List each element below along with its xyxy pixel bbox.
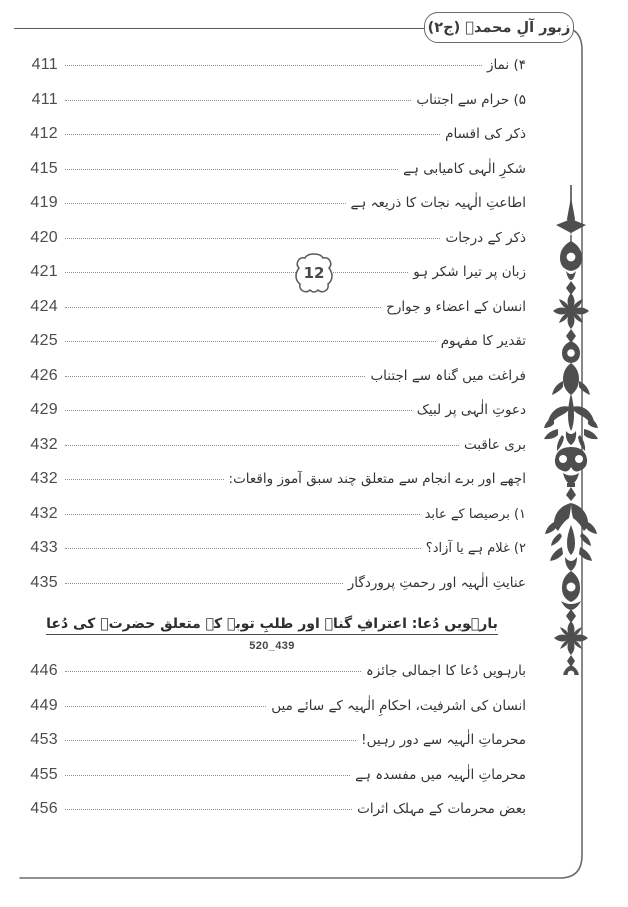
toc-leader-dots bbox=[65, 809, 352, 810]
toc-page-number: 446 bbox=[30, 662, 58, 679]
toc-page-number: 415 bbox=[30, 159, 58, 177]
toc-leader-dots bbox=[65, 410, 412, 411]
toc-leader-dots bbox=[65, 203, 346, 204]
toc-leader-dots bbox=[65, 583, 343, 584]
section-heading bbox=[18, 615, 526, 652]
toc-row[interactable] bbox=[18, 160, 526, 195]
toc-leader-dots bbox=[65, 134, 440, 135]
toc-page-number: 432 bbox=[30, 504, 58, 522]
toc-row[interactable] bbox=[18, 436, 526, 471]
toc-page-number: 433 bbox=[30, 539, 58, 556]
toc-page-number: 456 bbox=[30, 800, 58, 817]
toc-entry-title: زبان پر تیرا شکر ہو bbox=[413, 264, 526, 280]
toc-leader-dots bbox=[65, 169, 398, 170]
toc-entry-title: بری عاقبت bbox=[463, 436, 526, 453]
toc-page-number: 411 bbox=[31, 90, 58, 108]
toc-page-number: 421 bbox=[30, 263, 58, 280]
toc-entry-title: انسان کی اشرفیت، احکامِ الٰہیہ کے سائے میں bbox=[271, 697, 526, 714]
toc-page-number: 453 bbox=[30, 731, 58, 748]
toc-page-number: 435 bbox=[30, 573, 58, 591]
toc-entry-title: اچھے اور برے انجام سے متعلق چند سبق آموز واقعات: bbox=[228, 471, 526, 487]
toc-leader-dots bbox=[65, 479, 224, 480]
toc-entry-title: بارہویں دُعا کا اجمالی جائزہ bbox=[365, 663, 526, 679]
toc-leader-dots bbox=[65, 740, 356, 741]
toc-row[interactable] bbox=[18, 731, 526, 766]
toc-page-number: 432 bbox=[30, 435, 58, 453]
toc-leader-dots bbox=[65, 100, 411, 101]
toc-entry-title: محرماتِ الٰہیہ میں مفسدہ ہے bbox=[355, 766, 526, 783]
toc-leader-dots bbox=[65, 514, 420, 515]
toc-entry-title: محرماتِ الٰہیہ سے دور رہیں! bbox=[361, 732, 526, 748]
floral-vertical-ornament-icon bbox=[536, 185, 606, 675]
toc-row[interactable] bbox=[18, 298, 526, 333]
toc-entry-title: شکرِ الٰہی کامیابی ہے bbox=[403, 160, 526, 177]
toc-leader-dots bbox=[65, 341, 436, 342]
page-number: 12 bbox=[303, 264, 325, 282]
toc-row[interactable] bbox=[18, 194, 526, 229]
toc-group-two bbox=[18, 662, 526, 835]
toc-row[interactable] bbox=[18, 800, 526, 835]
toc-entry-title: ۲) غلام ہے یا آزاد؟ bbox=[425, 541, 526, 556]
header-rule bbox=[14, 28, 432, 29]
toc-entry-title: اطاعتِ الٰہیہ نجات کا ذریعہ ہے bbox=[350, 195, 526, 211]
toc-leader-dots bbox=[65, 706, 266, 707]
toc-row[interactable] bbox=[18, 263, 526, 298]
toc-entry-title: ۵) حرام سے اجتناب bbox=[416, 91, 526, 108]
toc-page-number: 424 bbox=[30, 297, 58, 315]
toc-page-number: 420 bbox=[30, 228, 58, 246]
toc-group-one bbox=[18, 56, 526, 608]
toc-entry-title: انسان کے اعضاء و جوارح bbox=[386, 298, 526, 315]
toc-page-number: 455 bbox=[30, 765, 58, 783]
toc-row[interactable] bbox=[18, 125, 526, 160]
toc-row[interactable] bbox=[18, 401, 526, 436]
toc-row[interactable] bbox=[18, 505, 526, 540]
page-title: زبور آلِ محمدؐ (ج۲) bbox=[427, 19, 571, 36]
section-heading-reference: 520_439 bbox=[249, 640, 295, 652]
toc-entry-title: ذکر کی اقسام bbox=[445, 126, 526, 142]
book-title-cartouche bbox=[424, 12, 574, 43]
toc-row[interactable] bbox=[18, 574, 526, 609]
toc-row[interactable] bbox=[18, 697, 526, 732]
toc-row[interactable] bbox=[18, 662, 526, 697]
toc-leader-dots bbox=[65, 671, 361, 672]
toc-row[interactable] bbox=[18, 56, 526, 91]
toc-entry-title: بعض محرمات کے مہلک اثرات bbox=[357, 801, 526, 817]
toc-leader-dots bbox=[65, 272, 408, 273]
toc-row[interactable] bbox=[18, 367, 526, 402]
toc-entry-title: ۴) نماز bbox=[486, 57, 526, 73]
toc-leader-dots bbox=[65, 65, 482, 66]
toc-leader-dots bbox=[65, 238, 440, 239]
toc-page-number: 412 bbox=[30, 125, 58, 142]
toc-leader-dots bbox=[65, 445, 459, 446]
page-number-badge bbox=[294, 253, 334, 293]
toc-leader-dots bbox=[65, 548, 421, 549]
toc-leader-dots bbox=[65, 376, 365, 377]
toc-row[interactable] bbox=[18, 539, 526, 574]
toc-row[interactable] bbox=[18, 332, 526, 367]
toc-page-number: 426 bbox=[30, 366, 58, 384]
toc-row[interactable] bbox=[18, 470, 526, 505]
toc-page-number: 432 bbox=[30, 470, 58, 487]
toc-row[interactable] bbox=[18, 766, 526, 801]
toc-page-number: 411 bbox=[31, 56, 58, 73]
toc-row[interactable] bbox=[18, 91, 526, 126]
toc-entry-title: فراغت میں گناہ سے اجتناب bbox=[370, 367, 526, 384]
toc-leader-dots bbox=[65, 307, 381, 308]
toc-entry-title: تقدیر کا مفہوم bbox=[440, 333, 526, 349]
toc-page-number: 429 bbox=[30, 401, 58, 418]
toc-row[interactable] bbox=[18, 229, 526, 264]
toc-leader-dots bbox=[65, 775, 350, 776]
table-of-contents bbox=[0, 56, 540, 835]
toc-page-number: 449 bbox=[30, 696, 58, 714]
toc-entry-title: عنایتِ الٰہیہ اور رحمتِ پروردگار bbox=[347, 574, 526, 591]
toc-entry-title: ۱) برصیصا کے عابد bbox=[424, 506, 526, 522]
toc-page-number: 425 bbox=[30, 332, 58, 349]
toc-entry-title: دعوتِ الٰہی پر لبیک bbox=[416, 402, 526, 418]
section-heading-title: بارہویں دُعا: اعترافِ گناہ اور طلبِ توبہ کے متعلق حضرتؑ کی دُعا bbox=[46, 616, 498, 635]
toc-page-number: 419 bbox=[30, 194, 58, 211]
toc-entry-title: ذکر کے درجات bbox=[445, 229, 526, 246]
